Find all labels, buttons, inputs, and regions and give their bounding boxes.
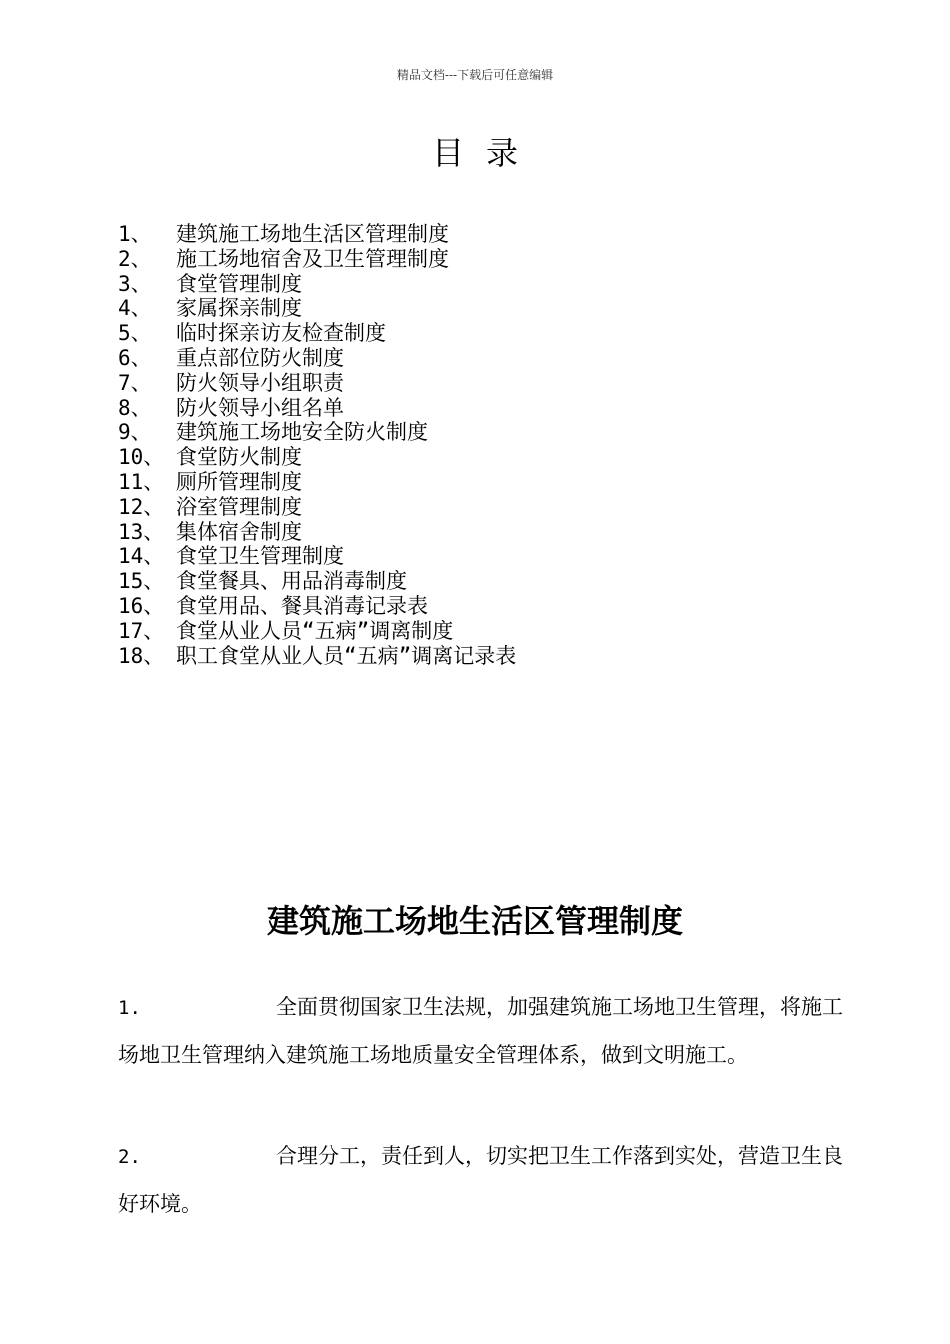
toc-item-number: 2、 bbox=[118, 246, 152, 271]
toc-item-number: 11、 bbox=[118, 469, 165, 494]
section-title: 建筑施工场地生活区管理制度 bbox=[266, 902, 683, 940]
toc-item-text: 食堂用品、餐具消毒记录表 bbox=[176, 593, 428, 618]
paragraph-number: 2. bbox=[118, 1146, 141, 1168]
toc-item-number: 17、 bbox=[118, 618, 165, 643]
paragraph-number: 1. bbox=[118, 997, 141, 1019]
toc-item bbox=[118, 445, 516, 470]
toc-item bbox=[118, 371, 516, 396]
toc-item-number: 1、 bbox=[118, 222, 152, 246]
toc-item-text: 食堂防火制度 bbox=[176, 445, 302, 470]
toc-item bbox=[118, 346, 516, 371]
toc-item bbox=[118, 420, 516, 445]
toc-list bbox=[118, 222, 516, 668]
toc-item bbox=[118, 569, 516, 594]
toc-item-number: 6、 bbox=[118, 345, 152, 370]
paragraph bbox=[118, 984, 848, 1079]
toc-item-number: 5、 bbox=[118, 321, 152, 346]
toc-item bbox=[118, 296, 516, 321]
toc-item-text: 食堂从业人员“五病”调离制度 bbox=[176, 618, 454, 643]
toc-item-number: 18、 bbox=[118, 643, 165, 668]
toc-item-number: 14、 bbox=[118, 544, 165, 569]
toc-item bbox=[118, 544, 516, 569]
toc-item-number: 10、 bbox=[118, 445, 165, 470]
toc-item-text: 施工场地宿舍及卫生管理制度 bbox=[176, 246, 449, 271]
toc-item-text: 临时探亲访友检查制度 bbox=[176, 321, 386, 346]
toc-item bbox=[118, 396, 516, 421]
toc-item-text: 食堂卫生管理制度 bbox=[176, 544, 344, 569]
page-header: 精品文档---下载后可任意编辑 bbox=[396, 68, 554, 82]
toc-item-number: 13、 bbox=[118, 519, 165, 544]
toc-item-text: 建筑施工场地安全防火制度 bbox=[176, 420, 428, 445]
toc-item bbox=[118, 222, 516, 247]
toc-item-text: 食堂餐具、用品消毒制度 bbox=[176, 569, 407, 594]
paragraph-text: 合理分工，责任到人，切实把卫生工作落到实处，营造卫生良好环境。 bbox=[118, 1144, 843, 1216]
toc-item-text: 防火领导小组名单 bbox=[176, 395, 344, 420]
paragraph-text: 全面贯彻国家卫生法规，加强建筑施工场地卫生管理，将施工场地卫生管理纳入建筑施工场地质量安全管理体系，做到文明施工。 bbox=[118, 995, 843, 1067]
toc-item-number: 8、 bbox=[118, 395, 152, 420]
toc-item-text: 浴室管理制度 bbox=[176, 494, 302, 519]
toc-item-number: 12、 bbox=[118, 494, 165, 519]
toc-item-number: 16、 bbox=[118, 593, 165, 618]
toc-item-text: 防火领导小组职责 bbox=[176, 370, 344, 395]
toc-item-text: 食堂管理制度 bbox=[176, 271, 302, 296]
toc-item-number: 4、 bbox=[118, 296, 152, 321]
toc-item-text: 职工食堂从业人员“五病”调离记录表 bbox=[176, 643, 517, 668]
paragraph bbox=[118, 1133, 848, 1228]
toc-item-text: 厕所管理制度 bbox=[176, 469, 302, 494]
toc-item-text: 家属探亲制度 bbox=[176, 296, 302, 321]
toc-item-text: 重点部位防火制度 bbox=[176, 345, 344, 370]
toc-item bbox=[118, 321, 516, 346]
toc-item-text: 集体宿舍制度 bbox=[176, 519, 302, 544]
toc-item bbox=[118, 272, 516, 297]
toc-item bbox=[118, 619, 516, 644]
toc-item-number: 9、 bbox=[118, 420, 152, 445]
toc-item bbox=[118, 644, 516, 669]
toc-item-number: 15、 bbox=[118, 569, 165, 594]
toc-item bbox=[118, 594, 516, 619]
toc-item bbox=[118, 470, 516, 495]
toc-item-number: 3、 bbox=[118, 271, 152, 296]
toc-item bbox=[118, 520, 516, 545]
toc-item-number: 7、 bbox=[118, 370, 152, 395]
toc-title: 目录 bbox=[431, 134, 540, 172]
toc-item bbox=[118, 495, 516, 520]
toc-item-text: 建筑施工场地生活区管理制度 bbox=[176, 222, 449, 246]
toc-item bbox=[118, 247, 516, 272]
